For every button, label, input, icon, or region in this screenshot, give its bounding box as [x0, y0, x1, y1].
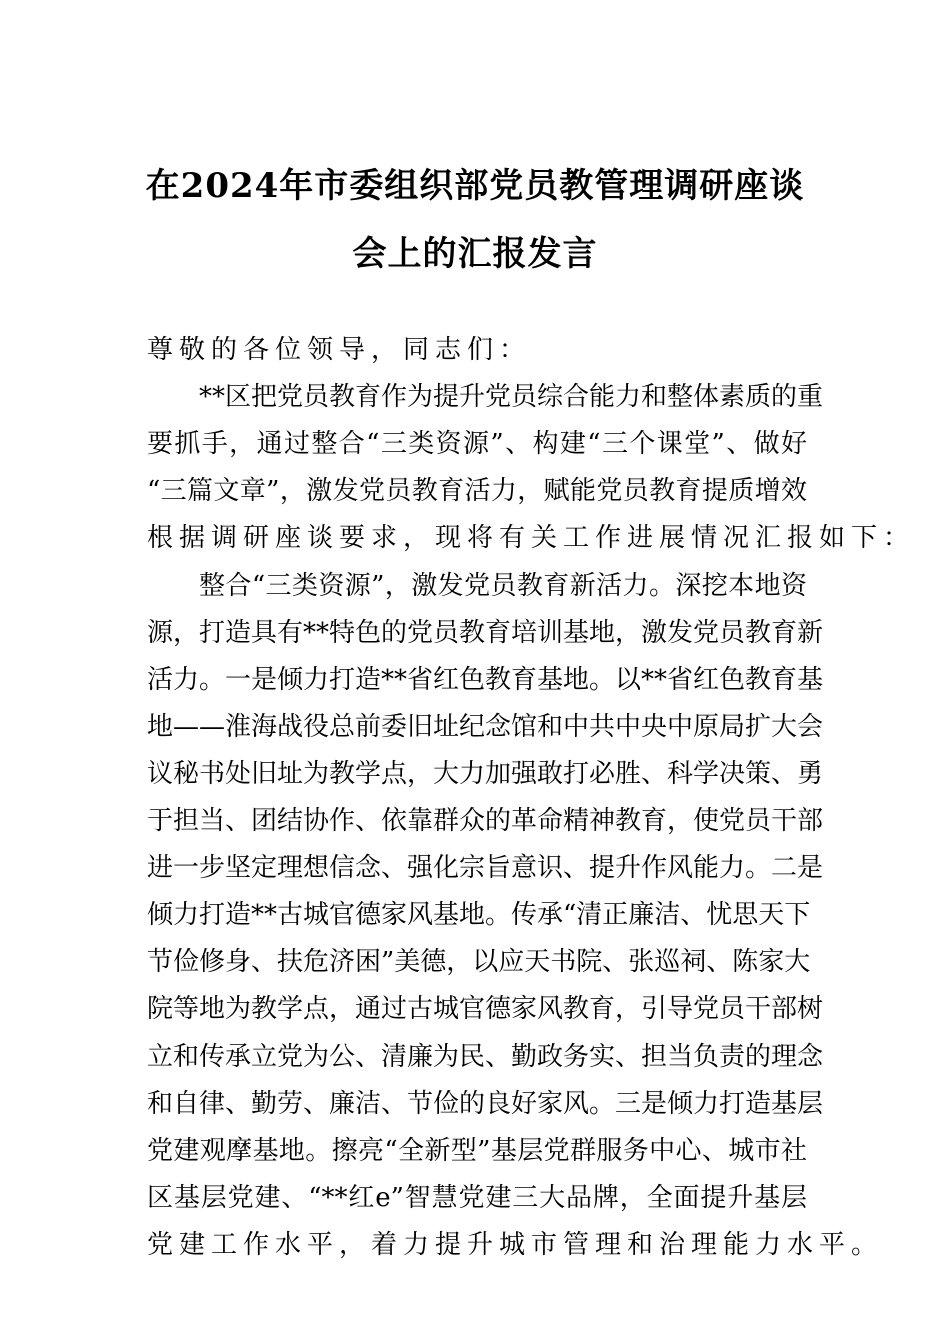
greeting: 尊敬的各位领导，同志们：: [147, 335, 532, 365]
paragraph-2-line: 活力。一是倾力打造**省红色教育基地。以**省红色教育基: [147, 664, 824, 695]
paragraph-2-line: 议秘书处旧址为教学点，大力加强敢打必胜、科学决策、勇: [147, 758, 824, 789]
paragraph-1-line: “三篇文章”，激发党员教育活力，赋能党员教育提质增效: [147, 476, 807, 507]
paragraph-2-line: 于担当、团结协作、依靠群众的革命精神教育，使党员干部: [147, 806, 824, 836]
document-title-line-1: 在2024年市委组织部党员教管理调研座谈: [145, 166, 805, 206]
paragraph-2-line: 地——淮海战役总前委旧址纪念馆和中共中央中原局扩大会: [147, 711, 824, 742]
paragraph-2-line: 党建工作水平，着力提升城市管理和治理能力水平。: [147, 1229, 884, 1260]
paragraph-2-line: 节俭修身、扶危济困”美德，以应天书院、张巡祠、陈家大: [147, 947, 811, 978]
paragraph-1-line: 要抓手，通过整合“三类资源”、构建“三个课堂”、做好: [147, 429, 807, 460]
paragraph-2-line: 进一步坚定理想信念、强化宗旨意识、提升作风能力。二是: [147, 853, 824, 884]
paragraph-2-line: 院等地为教学点，通过古城官德家风教育，引导党员干部树: [147, 994, 824, 1025]
paragraph-1-line: 根据调研座谈要求，现将有关工作进展情况汇报如下：: [147, 523, 916, 554]
paragraph-2-line: 区基层党建、“**红e”智慧党建三大品牌，全面提升基层: [147, 1182, 807, 1213]
paragraph-2-line: 和自律、勤劳、廉洁、节俭的良好家风。三是倾力打造基层: [147, 1088, 824, 1119]
paragraph-2-line: 党建观摩基地。擦亮“全新型”基层党群服务中心、城市社: [147, 1135, 807, 1166]
paragraph-2-line: 源，打造具有**特色的党员教育培训基地，激发党员教育新: [147, 617, 824, 648]
document-title-line-2: 会上的汇报发言: [352, 234, 598, 274]
paragraph-2-line: 整合“三类资源”，激发党员教育新活力。深挖本地资: [199, 570, 807, 601]
paragraph-1-line: **区把党员教育作为提升党员综合能力和整体素质的重: [199, 382, 824, 413]
paragraph-2-line: 立和传承立党为公、清廉为民、勤政务实、担当负责的理念: [147, 1041, 824, 1072]
paragraph-2-line: 倾力打造**古城官德家风基地。传承“清正廉洁、忧思天下: [147, 900, 811, 931]
